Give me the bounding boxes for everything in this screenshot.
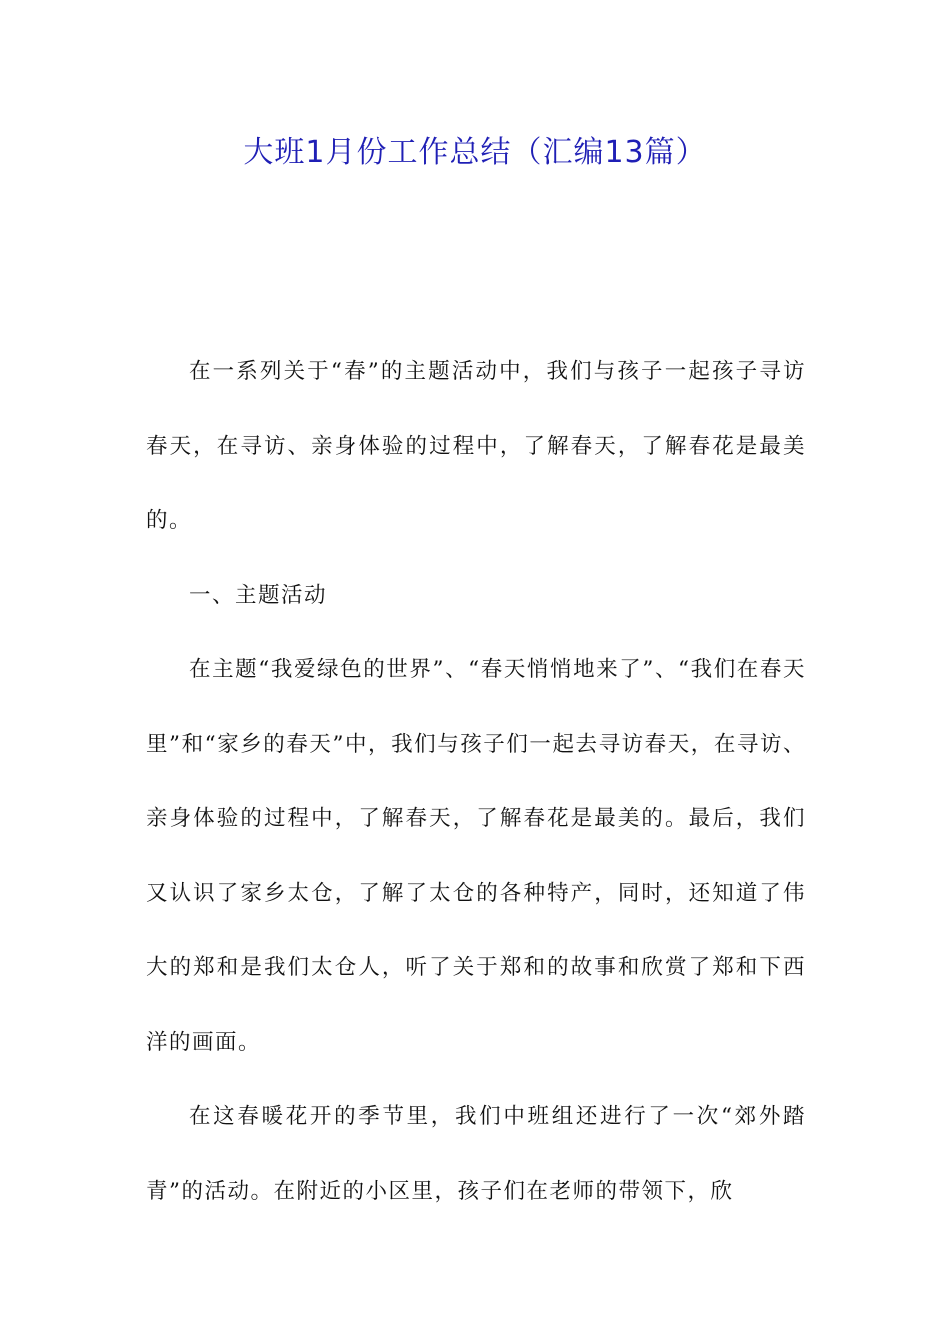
section-heading: 一、主题活动: [189, 582, 328, 608]
document-title: 大班1月份工作总结（汇编13篇）: [243, 135, 707, 170]
document-body: [146, 335, 806, 1229]
paragraph-intro: 在一系列关于“春”的主题活动中，我们与孩子一起孩子寻访春天，在寻访、亲身体验的过程中，了解春天，了解春花是最美的。: [146, 359, 806, 533]
paragraph-themes: 在主题“我爱绿色的世界”、“春天悄悄地来了”、“我们在春天里”和“家乡的春天”中，我们与孩子们一起去寻访春天，在寻访、亲身体验的过程中，了解春天，了解春花是最美的。最后，我们又认识了家乡太仓，了解了太仓的各种特产，同时，还知道了伟大的郑和是我们太仓人，听了关于郑和的故事和欣赏了郑和下西洋的画面。: [146, 657, 806, 1055]
paragraph-outing: 在这春暖花开的季节里，我们中班组还进行了一次“郊外踏青”的活动。在附近的小区里，孩子们在老师的带领下，欣: [146, 1104, 806, 1204]
